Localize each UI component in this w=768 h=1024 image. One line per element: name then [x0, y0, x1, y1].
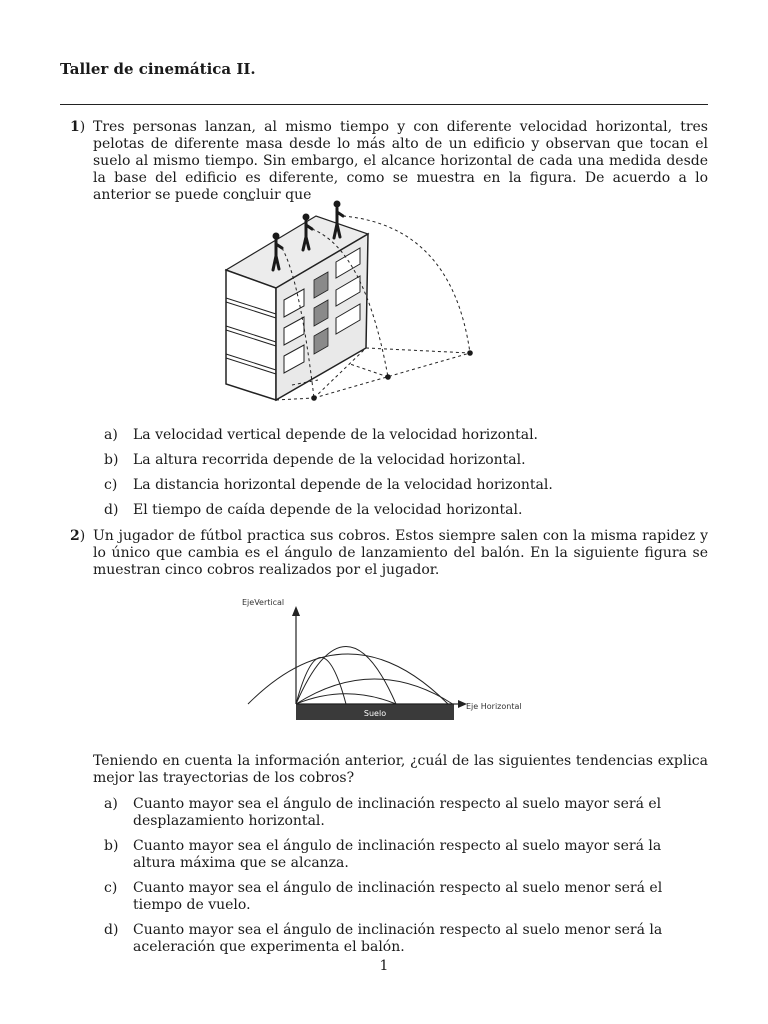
ground-label: Suelo	[363, 709, 387, 718]
building-figure	[200, 190, 490, 405]
question-1-number: 1)	[70, 119, 86, 135]
question-1-options	[96, 427, 708, 527]
option-1b[interactable]: b) La altura recorrida depende de la velocidad horizontal.	[104, 452, 526, 468]
y-axis-label: EjeVertical	[242, 598, 285, 607]
option-1c[interactable]: c) La distancia horizontal depende de la velocidad horizontal.	[104, 477, 553, 493]
trajectory-30deg	[296, 679, 453, 704]
trajectories-figure	[236, 592, 536, 732]
option-2c[interactable]: c) Cuanto mayor sea el ángulo de inclinación respecto al suelo menor será el tiempo de vuelo.	[104, 880, 663, 913]
question-1-text: Tres personas lanzan, al mismo tiempo y con diferente velocidad horizontal, tres pelotas de diferente masa desde lo más alto de un edificio y observan que tocan el suelo al mismo tiempo. Sin embargo, el alcance horizontal de cada una medida desde la base del edificio es diferente, como se muestra en la figura. De acuerdo a lo anterior se puede concluir que	[93, 119, 708, 203]
title-divider	[60, 104, 708, 105]
x-axis-label: Eje Horizontal	[466, 702, 522, 711]
question-2-text: Un jugador de fútbol practica sus cobros. Estos siempre salen con la misma rapidez y lo único que cambia es el ángulo de lanzamiento del balón. En la siguiente figura se muestran cinco cobros realizados por el jugador.	[93, 528, 708, 578]
page-number: 1	[379, 958, 389, 974]
question-2-options	[96, 796, 708, 964]
trajectory-75deg	[296, 658, 346, 705]
question-2-number: 2)	[70, 528, 86, 544]
option-1a[interactable]: a) La velocidad vertical depende de la velocidad horizontal.	[104, 427, 538, 443]
option-2a[interactable]: a) Cuanto mayor sea el ángulo de inclinación respecto al suelo mayor será el desplazamiento horizontal.	[104, 796, 662, 829]
option-2d[interactable]: d) Cuanto mayor sea el ángulo de inclinación respecto al suelo menor será la aceleración que experimenta el balón.	[104, 922, 663, 955]
question-2	[60, 528, 708, 579]
page-title: Taller de cinemática II.	[60, 60, 256, 78]
option-1d[interactable]: d) El tiempo de caída depende de la velocidad horizontal.	[104, 502, 523, 518]
option-2b[interactable]: b) Cuanto mayor sea el ángulo de inclinación respecto al suelo mayor será la altura máxima que se alcanza.	[104, 838, 662, 871]
question-2-followup: Teniendo en cuenta la información anterior, ¿cuál de las siguientes tendencias explica mejor las trayectorias de los cobros?	[93, 753, 708, 786]
trajectory-45deg	[248, 654, 448, 704]
